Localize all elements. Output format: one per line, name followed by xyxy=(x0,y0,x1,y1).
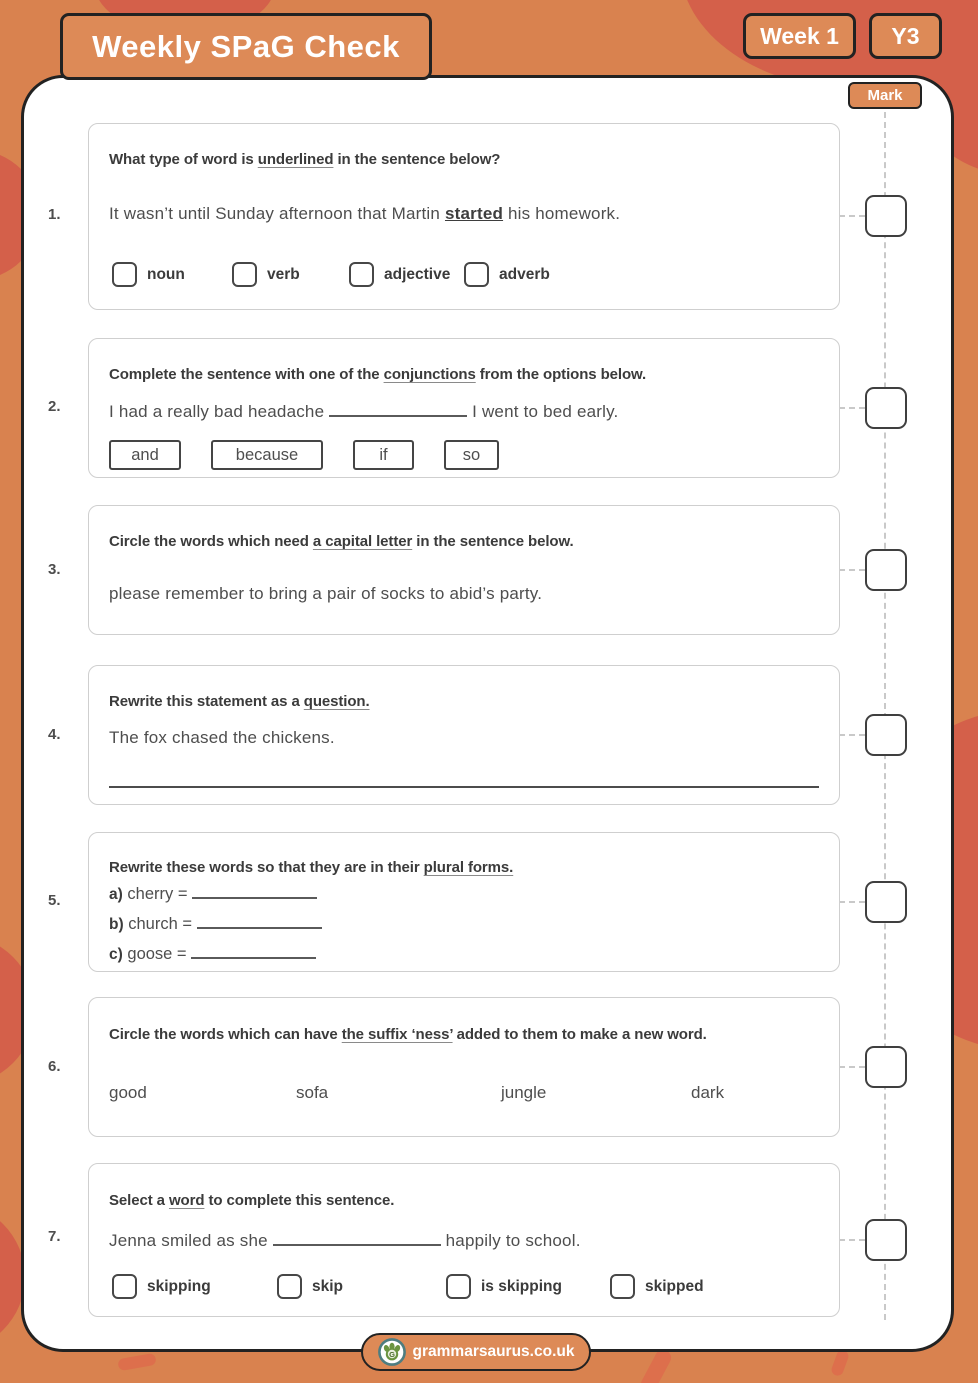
question-box-3 xyxy=(88,505,840,635)
q5-item-letter: a) xyxy=(109,886,123,903)
q1-option-label: verb xyxy=(267,265,300,283)
q7-option-skip xyxy=(277,1274,343,1299)
week-badge xyxy=(743,13,856,59)
question-number-1: 1. xyxy=(48,206,61,223)
grammarsaurus-footprint-logo-icon xyxy=(378,1338,406,1366)
q5-answer-blank-b xyxy=(197,913,322,929)
q7-option-label: skipped xyxy=(645,1277,704,1295)
question-number-5: 5. xyxy=(48,892,61,909)
q7-option-label: skipping xyxy=(147,1277,211,1295)
q7-option-skipping xyxy=(112,1274,211,1299)
mark-column-header xyxy=(848,82,922,109)
q7-option-label: is skipping xyxy=(481,1277,562,1295)
q2-answer-blank xyxy=(329,401,467,417)
q4-answer-line xyxy=(109,786,819,788)
mark-connector xyxy=(839,215,865,217)
q6-prompt xyxy=(109,1026,821,1043)
q2-word-option-and xyxy=(109,440,181,470)
q2-prompt-pre: Complete the sentence with one of the xyxy=(109,366,384,383)
page-title xyxy=(60,13,432,80)
question-box-6 xyxy=(88,997,840,1137)
q7-sentence-pre: Jenna smiled as she xyxy=(109,1231,268,1250)
mark-column-label: Mark xyxy=(867,87,903,104)
q6-word-sofa: sofa xyxy=(296,1083,329,1102)
q1-option-label: adjective xyxy=(384,265,451,283)
q5-item-letter: c) xyxy=(109,946,123,963)
q5-answer-blank-c xyxy=(191,943,316,959)
q7-sentence xyxy=(109,1230,581,1251)
q6-word-jungle: jungle xyxy=(501,1083,547,1102)
q2-sentence-post: I went to bed early. xyxy=(472,402,619,421)
question-number-3: 3. xyxy=(48,561,61,578)
q7-option-label: skip xyxy=(312,1277,344,1295)
q2-word-label: so xyxy=(462,445,481,464)
q1-prompt-pre: What type of word is xyxy=(109,151,258,168)
q5-item-word: church = xyxy=(128,915,192,933)
week-badge-label: Week 1 xyxy=(760,22,839,49)
question-box-4 xyxy=(88,665,840,805)
q4-prompt-underlined: question. xyxy=(303,693,370,710)
question-number-7: 7. xyxy=(48,1228,61,1245)
q4-sentence: The fox chased the chickens. xyxy=(109,728,335,747)
q6-word-dark: dark xyxy=(691,1083,725,1102)
svg-text:G: G xyxy=(388,1350,395,1359)
q4-prompt xyxy=(109,693,821,710)
decor-streak xyxy=(830,1349,850,1378)
q2-prompt xyxy=(109,366,821,383)
question-box-7 xyxy=(88,1163,840,1317)
q5-item-b xyxy=(109,913,322,934)
q1-option-adverb xyxy=(464,262,550,287)
decor-streak xyxy=(638,1347,674,1383)
q1-sentence xyxy=(109,204,620,224)
q2-word-option-because xyxy=(211,440,323,470)
q5-prompt-pre: Rewrite these words so that they are in their xyxy=(109,859,424,876)
question-number-2: 2. xyxy=(48,398,61,415)
q1-checkbox-adjective[interactable] xyxy=(349,262,374,287)
q7-prompt-post: to complete this sentence. xyxy=(204,1192,395,1209)
q4-prompt-pre: Rewrite this statement as a xyxy=(109,693,304,710)
q1-option-noun xyxy=(112,262,185,287)
q7-checkbox-is-skipping[interactable] xyxy=(446,1274,471,1299)
mark-checkbox-q5[interactable] xyxy=(865,881,907,923)
question-box-5 xyxy=(88,832,840,972)
q2-sentence-pre: I had a really bad headache xyxy=(109,402,325,421)
q2-word-label: if xyxy=(379,445,388,464)
question-box-2 xyxy=(88,338,840,478)
q7-checkbox-skip[interactable] xyxy=(277,1274,302,1299)
q7-prompt-pre: Select a xyxy=(109,1192,169,1209)
mark-checkbox-q3[interactable] xyxy=(865,549,907,591)
q5-item-word: goose = xyxy=(127,945,187,963)
q7-answer-blank xyxy=(273,1230,441,1246)
q5-answer-blank-a xyxy=(192,883,317,899)
q7-prompt-underlined: word xyxy=(168,1192,205,1209)
mark-connector xyxy=(839,407,865,409)
mark-connector xyxy=(839,1066,865,1068)
q7-option-skipped xyxy=(610,1274,704,1299)
q7-checkbox-skipped[interactable] xyxy=(610,1274,635,1299)
q2-word-label: and xyxy=(131,445,159,464)
q6-prompt-underlined: the suffix ‘ness’ xyxy=(341,1026,453,1043)
q3-prompt-pre: Circle the words which need xyxy=(109,533,313,550)
q1-option-adjective xyxy=(349,262,450,287)
q7-checkbox-skipping[interactable] xyxy=(112,1274,137,1299)
q6-word-good: good xyxy=(109,1083,147,1102)
question-number-4: 4. xyxy=(48,726,61,743)
q1-prompt-underlined: underlined xyxy=(257,151,334,168)
question-number-6: 6. xyxy=(48,1058,61,1075)
q5-item-letter: b) xyxy=(109,916,124,933)
mark-connector xyxy=(839,1239,865,1241)
q2-word-option-if xyxy=(353,440,414,470)
q7-option-is-skipping xyxy=(446,1274,562,1299)
q2-prompt-post: from the options below. xyxy=(475,366,647,383)
q2-word-option-so xyxy=(444,440,499,470)
q2-word-label: because xyxy=(235,445,299,464)
q1-option-verb xyxy=(232,262,300,287)
mark-checkbox-q6[interactable] xyxy=(865,1046,907,1088)
footer-brand xyxy=(361,1333,591,1371)
q5-prompt xyxy=(109,859,821,876)
q5-item-a xyxy=(109,883,317,904)
q1-checkbox-noun[interactable] xyxy=(112,262,137,287)
mark-checkbox-q2[interactable] xyxy=(865,387,907,429)
q7-sentence-post: happily to school. xyxy=(445,1231,581,1250)
q7-prompt xyxy=(109,1192,821,1209)
decor-streak xyxy=(117,1353,157,1371)
q1-checkbox-adverb[interactable] xyxy=(464,262,489,287)
year-badge xyxy=(869,13,942,59)
mark-checkbox-q7[interactable] xyxy=(865,1219,907,1261)
q2-sentence xyxy=(109,401,618,422)
q1-prompt xyxy=(109,151,821,168)
q1-prompt-post: in the sentence below? xyxy=(333,151,501,168)
question-box-1 xyxy=(88,123,840,310)
q1-checkbox-verb[interactable] xyxy=(232,262,257,287)
q5-prompt-underlined: plural forms. xyxy=(423,859,514,876)
q5-item-word: cherry = xyxy=(127,885,188,903)
q2-prompt-underlined: conjunctions xyxy=(383,366,476,383)
q3-prompt xyxy=(109,533,821,550)
q1-sentence-emphasis: started xyxy=(444,204,504,223)
mark-connector xyxy=(839,901,865,903)
q1-sentence-post: his homework. xyxy=(503,204,621,223)
q6-prompt-post: added to them to make a new word. xyxy=(452,1026,707,1043)
year-badge-label: Y3 xyxy=(891,22,920,49)
mark-checkbox-q1[interactable] xyxy=(865,195,907,237)
q6-prompt-pre: Circle the words which can have xyxy=(109,1026,342,1043)
q1-option-label: adverb xyxy=(499,265,550,283)
mark-checkbox-q4[interactable] xyxy=(865,714,907,756)
q3-sentence: please remember to bring a pair of socks to abid’s party. xyxy=(109,584,543,603)
q3-prompt-underlined: a capital letter xyxy=(312,533,413,550)
page-title-label: Weekly SPaG Check xyxy=(92,28,400,64)
footer-site-label: grammarsaurus.co.uk xyxy=(412,1343,575,1360)
q1-sentence-pre: It wasn’t until Sunday afternoon that Martin xyxy=(109,204,445,223)
q3-prompt-post: in the sentence below. xyxy=(412,533,574,550)
mark-connector xyxy=(839,734,865,736)
q1-option-label: noun xyxy=(147,265,185,283)
mark-connector xyxy=(839,569,865,571)
q5-item-c xyxy=(109,943,316,964)
